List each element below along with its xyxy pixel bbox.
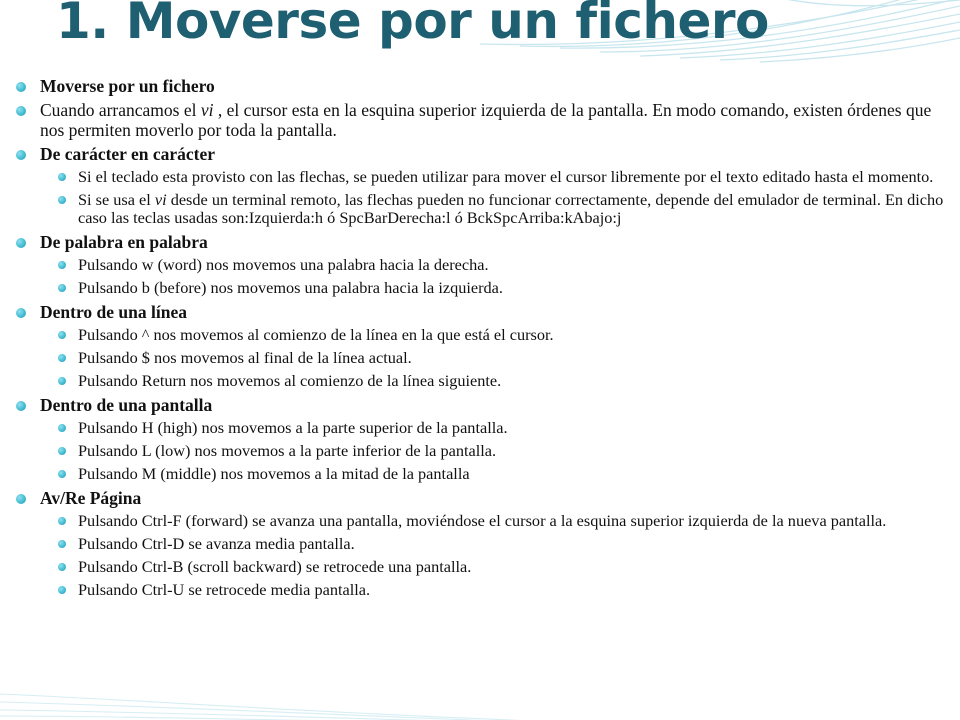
bullet-icon	[58, 563, 66, 571]
sub-bullet-item	[0, 349, 960, 367]
sub-bullet-item	[0, 279, 960, 297]
sub-bullet-item	[0, 581, 960, 599]
bullet-icon	[58, 284, 66, 292]
bullet-icon	[58, 447, 66, 455]
bullet-text: Pulsando Ctrl-U se retrocede media pantalla.	[78, 580, 371, 599]
bullet-text: De carácter en carácter	[40, 144, 216, 164]
bullet-item	[0, 144, 960, 164]
bullet-icon	[58, 354, 66, 362]
bullet-icon	[58, 377, 66, 385]
bullet-text: Pulsando Ctrl-F (forward) se avanza una pantalla, moviéndose el cursor a la esquina superior izquierda de la nueva pantalla.	[78, 511, 887, 530]
bullet-item	[0, 302, 960, 322]
sub-bullet-item	[0, 256, 960, 274]
bullet-text: Dentro de una pantalla	[40, 395, 213, 415]
bullet-icon	[58, 517, 66, 525]
sub-bullet-item	[0, 191, 960, 227]
bullet-text: Pulsando $ nos movemos al final de la línea actual.	[78, 348, 412, 367]
slide-content	[0, 76, 960, 604]
bullet-text: Pulsando L (low) nos movemos a la parte inferior de la pantalla.	[78, 441, 497, 460]
sub-bullet-item	[0, 372, 960, 390]
sub-bullet-item	[0, 442, 960, 460]
bullet-text: Pulsando Ctrl-B (scroll backward) se retrocede una pantalla.	[78, 557, 472, 576]
bullet-icon	[58, 586, 66, 594]
bullet-text: Si el teclado esta provisto con las flechas, se pueden utilizar para mover el cursor libremente por el texto editado hasta el momento.	[78, 167, 934, 186]
bullet-text: Pulsando b (before) nos movemos una palabra hacia la izquierda.	[78, 278, 503, 297]
bullet-icon	[58, 540, 66, 548]
bullet-icon	[16, 238, 26, 248]
bullet-text-before: Si se usa el	[78, 190, 155, 209]
sub-bullet-item	[0, 558, 960, 576]
bullet-item	[0, 395, 960, 415]
bullet-item	[0, 76, 960, 96]
sub-bullet-item	[0, 168, 960, 186]
sub-bullet-item	[0, 465, 960, 483]
sub-bullet-item	[0, 535, 960, 553]
bullet-icon	[58, 173, 66, 181]
bullet-icon	[58, 261, 66, 269]
bullet-icon	[16, 150, 26, 160]
bullet-icon	[16, 106, 26, 116]
sub-bullet-item	[0, 419, 960, 437]
bullet-text: Pulsando w (word) nos movemos una palabra hacia la derecha.	[78, 255, 489, 274]
bullet-icon	[16, 401, 26, 411]
bullet-text: Pulsando ^ nos movemos al comienzo de la línea en la que está el cursor.	[78, 325, 554, 344]
bullet-icon	[58, 424, 66, 432]
bullet-text: Av/Re Página	[40, 488, 142, 508]
bullet-icon	[58, 196, 66, 204]
bullet-item	[0, 488, 960, 508]
bullet-text: Pulsando Ctrl-D se avanza media pantalla.	[78, 534, 355, 553]
bullet-icon	[58, 331, 66, 339]
bullet-text: Pulsando Return nos movemos al comienzo de la línea siguiente.	[78, 371, 502, 390]
bullet-text: Pulsando M (middle) nos movemos a la mitad de la pantalla	[78, 464, 470, 483]
bullet-text-before: Cuando arrancamos el	[40, 100, 201, 120]
slide-title: 1. Moverse por un fichero	[56, 0, 769, 50]
bullet-text-italic: vi	[154, 190, 167, 209]
bullet-text: Moverse por un fichero	[40, 76, 215, 96]
bullet-icon	[58, 470, 66, 478]
bullet-item	[0, 232, 960, 252]
bullet-icon	[16, 494, 26, 504]
bullet-text: Dentro de una línea	[40, 302, 187, 322]
bullet-text: De palabra en palabra	[40, 232, 208, 252]
bullet-text-italic: vi	[200, 100, 214, 120]
bullet-icon	[16, 308, 26, 318]
bullet-text: Pulsando H (high) nos movemos a la parte superior de la pantalla.	[78, 418, 508, 437]
sub-bullet-item	[0, 512, 960, 530]
bullet-item	[0, 100, 960, 140]
bullet-text-after: desde un terminal remoto, las flechas pueden no funcionar correctamente, depende del emulador de terminal. En dicho caso las teclas usadas son:Izquierda:h ó SpcBarDerecha:l ó BckSpcArriba:kAbajo:j	[78, 190, 944, 227]
sub-bullet-item	[0, 326, 960, 344]
bullet-icon	[16, 82, 26, 92]
bullet-text-after: , el cursor esta en la esquina superior izquierda de la pantalla. En modo comando, existen órdenes que nos permiten moverlo por toda la pantalla.	[40, 100, 932, 140]
